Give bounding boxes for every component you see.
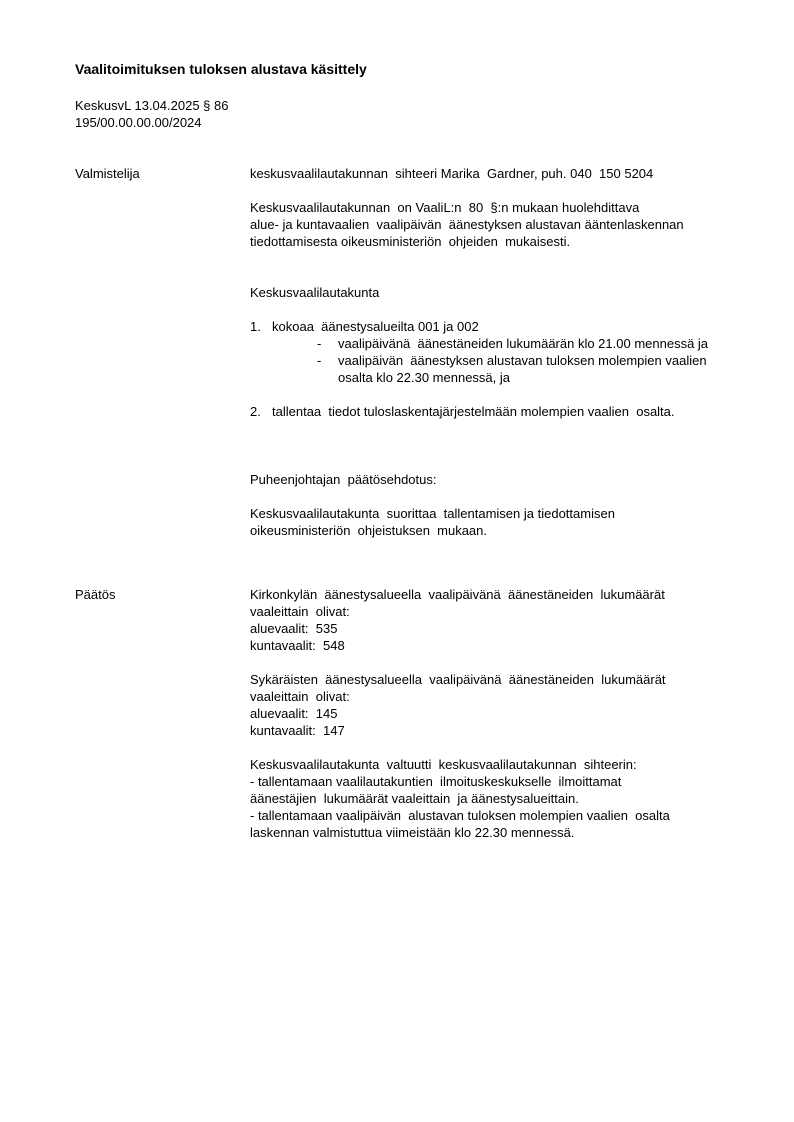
duty-paragraph [250,199,735,250]
task-subitem [272,335,735,352]
proposal-paragraph [250,505,735,539]
authorization-line: Keskusvaalilautakunta valtuutti keskusvaalilautakunnan sihteerin: [250,757,637,772]
task-number: 2. [250,404,261,419]
proposal-line: Keskusvaalilautakunta suorittaa tallentamisen ja tiedottamisen [250,506,615,521]
task-body [272,318,735,386]
task-subitem [272,352,735,386]
dash-bullet: - [317,336,322,351]
subitem-lines [338,335,735,352]
result-line-aluevaalit: aluevaalit: 535 [250,621,338,636]
result-line: Sykäräisten äänestysalueella vaalipäivänä äänestäneiden lukumäärät [250,672,666,687]
duty-line: tiedottamisesta oikeusministeriön ohjeiden mukaisesti. [250,234,571,249]
subitem-line: osalta klo 22.30 mennessä, ja [338,370,510,385]
result-line: vaaleittain olivat: [250,689,350,704]
duty-line: alue- ja kuntavaalien vaalipäivän äänestyksen alustavan ääntenlaskennan [250,217,684,232]
authorization-line: laskennan valmistuttua viimeistään klo 22.30 mennessä. [250,825,575,840]
result-line: Kirkonkylän äänestysalueella vaalipäivänä äänestäneiden lukumäärät [250,587,665,602]
valmistelija-content [250,165,735,539]
dash-bullet: - [317,353,322,368]
kirkonkyla-results [250,586,735,654]
paatos-section [75,586,760,841]
task-item-2 [250,403,735,420]
task-body [272,403,735,420]
task-item-1 [250,318,735,386]
case-number: 195/00.00.00.00/2024 [75,115,202,130]
valmistelija-section [75,165,760,539]
sykaraiset-results [250,671,735,739]
authorization-paragraph [250,756,735,841]
meeting-reference: KeskusvL 13.04.2025 § 86 [75,98,229,113]
subitem-line: vaalipäivänä äänestäneiden lukumäärän klo 21.00 mennessä ja [338,336,709,351]
authorization-line: - tallentamaan vaalilautakuntien ilmoituskeskukselle ilmoittamat [250,774,622,789]
duty-line: Keskusvaalilautakunnan on VaaliL:n 80 §:n mukaan huolehdittava [250,200,640,215]
committee-name: Keskusvaalilautakunta [250,285,380,300]
subitem-lines [338,352,735,386]
paatos-content [250,586,735,841]
subitem-line: vaalipäivän äänestyksen alustavan tuloksen molempien vaalien [338,353,707,368]
proposal-line: oikeusministeriön ohjeistuksen mukaan. [250,523,488,538]
result-line: vaaleittain olivat: [250,604,350,619]
task-text: tallentaa tiedot tuloslaskentajärjestelmään molempien vaalien osalta. [272,404,675,419]
result-line-kuntavaalit: kuntavaalit: 147 [250,723,345,738]
paatos-label: Päätös [75,587,116,602]
proposal-heading: Puheenjohtajan päätösehdotus: [250,472,437,487]
task-text: kokoaa äänestysalueilta 001 ja 002 [272,319,479,334]
result-line-kuntavaalit: kuntavaalit: 548 [250,638,345,653]
result-line-aluevaalit: aluevaalit: 145 [250,706,338,721]
authorization-line: äänestäjien lukumäärät vaaleittain ja äänestysalueittain. [250,791,579,806]
valmistelija-label: Valmistelija [75,166,140,181]
task-number: 1. [250,319,261,334]
page-title: Vaalitoimituksen tuloksen alustava käsittely [75,61,367,77]
preparer-line: keskusvaalilautakunnan sihteeri Marika Gardner, puh. 040 150 5204 [250,166,654,181]
authorization-line: - tallentamaan vaalipäivän alustavan tuloksen molempien vaalien osalta [250,808,670,823]
